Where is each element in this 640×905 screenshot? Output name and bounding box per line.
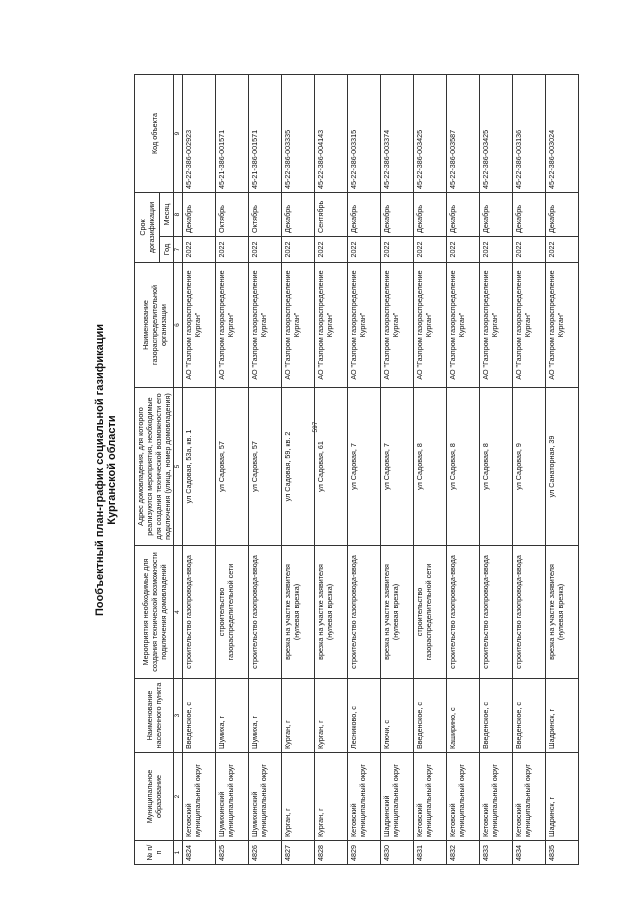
cell-municipality: Шумихинский муниципальный округ <box>216 753 249 841</box>
cell-address: ул Садовая, 9 <box>513 388 546 546</box>
cell-month: Декабрь <box>480 193 513 237</box>
cell-measures: врезка на участке заявителя (нулевая врезка) <box>315 546 348 679</box>
header-object-code: Код объекта <box>135 75 174 193</box>
document-title <box>94 75 118 865</box>
cell-year: 2022 <box>315 237 348 263</box>
column-number: 4 <box>174 546 183 679</box>
cell-settlement: Введенское, с <box>480 679 513 753</box>
table-row <box>183 75 216 865</box>
cell-row-number: 4831 <box>414 841 447 865</box>
title-line-1: Пообъектный план-график социальной газификации <box>94 323 106 617</box>
cell-organization: АО "Газпром газораспределение Курган" <box>348 263 381 388</box>
table-row <box>315 75 348 865</box>
cell-organization: АО "Газпром газораспределение Курган" <box>546 263 579 388</box>
cell-measures: строительство газопровода-ввода <box>348 546 381 679</box>
cell-address: ул Садовая, 8 <box>447 388 480 546</box>
cell-measures: строительство газопровода-ввода <box>183 546 216 679</box>
cell-row-number: 4835 <box>546 841 579 865</box>
cell-object-code: 45-22-386-003335 <box>282 75 315 193</box>
cell-organization: АО "Газпром газораспределение Курган" <box>183 263 216 388</box>
cell-settlement: Шумиха, г <box>249 679 282 753</box>
cell-month: Декабрь <box>183 193 216 237</box>
table-row <box>249 75 282 865</box>
cell-measures: строительство газопровода-ввода <box>513 546 546 679</box>
header-year: Год <box>159 237 173 263</box>
cell-measures: строительство газопровода-ввода <box>480 546 513 679</box>
cell-object-code: 45-21-386-001571 <box>216 75 249 193</box>
cell-row-number: 4828 <box>315 841 348 865</box>
table-row <box>546 75 579 865</box>
cell-year: 2022 <box>249 237 282 263</box>
cell-object-code: 45-22-386-002923 <box>183 75 216 193</box>
cell-measures: строительство газораспределительной сети <box>216 546 249 679</box>
table-row <box>348 75 381 865</box>
table-row <box>216 75 249 865</box>
cell-month: Октябрь <box>216 193 249 237</box>
cell-address: ул Садовая, 8 <box>480 388 513 546</box>
cell-row-number: 4824 <box>183 841 216 865</box>
cell-year: 2022 <box>183 237 216 263</box>
cell-object-code: 45-22-386-003425 <box>480 75 513 193</box>
cell-measures: врезка на участке заявителя (нулевая врезка) <box>381 546 414 679</box>
header-address: Адрес домовладения, для которого реализуются мероприятия, необходимые для создания технической возможности его подключения (улица, номер домовладения) <box>135 388 174 546</box>
table-row <box>381 75 414 865</box>
cell-municipality: Шумихинский муниципальный округ <box>249 753 282 841</box>
cell-address: ул Садовая, 57 <box>249 388 282 546</box>
cell-measures: строительство газораспределительной сети <box>414 546 447 679</box>
cell-row-number: 4826 <box>249 841 282 865</box>
cell-settlement: Введенское, с <box>414 679 447 753</box>
cell-object-code: 45-22-386-003587 <box>447 75 480 193</box>
cell-address: ул Садовая, 53а, кв. 1 <box>183 388 216 546</box>
header-deadline: Срок догазификации <box>135 193 160 263</box>
cell-municipality: Кетовский муниципальный округ <box>513 753 546 841</box>
cell-municipality: Кетовский муниципальный округ <box>447 753 480 841</box>
cell-month: Декабрь <box>447 193 480 237</box>
cell-address: ул Санаторная, 39 <box>546 388 579 546</box>
cell-object-code: 45-22-386-003315 <box>348 75 381 193</box>
cell-month: Декабрь <box>414 193 447 237</box>
table-body <box>183 75 579 865</box>
column-number: 9 <box>174 75 183 193</box>
cell-address: ул Садовая, 7 <box>348 388 381 546</box>
cell-measures: врезка на участке заявителя (нулевая врезка) <box>282 546 315 679</box>
cell-organization: АО "Газпром газораспределение Курган" <box>513 263 546 388</box>
cell-year: 2022 <box>282 237 315 263</box>
cell-address: ул Садовая, 59, кв. 2 <box>282 388 315 546</box>
cell-row-number: 4834 <box>513 841 546 865</box>
cell-measures: строительство газопровода-ввода <box>447 546 480 679</box>
column-number: 5 <box>174 388 183 546</box>
cell-settlement: Введенское, с <box>513 679 546 753</box>
column-number: 8 <box>174 193 183 237</box>
gasification-table <box>134 74 579 865</box>
cell-year: 2022 <box>381 237 414 263</box>
cell-organization: АО "Газпром газораспределение Курган" <box>282 263 315 388</box>
cell-object-code: 45-22-386-004143 <box>315 75 348 193</box>
cell-object-code: 45-22-386-003425 <box>414 75 447 193</box>
cell-month: Сентябрь <box>315 193 348 237</box>
header-municipality: Муниципальное образование <box>135 753 174 841</box>
cell-organization: АО "Газпром газораспределение Курган" <box>447 263 480 388</box>
cell-municipality: Шадринск, г <box>546 753 579 841</box>
column-number: 3 <box>174 679 183 753</box>
cell-settlement: Шумиха, г <box>216 679 249 753</box>
cell-settlement: Введенское, с <box>183 679 216 753</box>
cell-year: 2022 <box>414 237 447 263</box>
cell-settlement: Каширино, с <box>447 679 480 753</box>
header-month: Месяц <box>159 193 173 237</box>
cell-municipality: Кетовский муниципальный округ <box>183 753 216 841</box>
cell-month: Декабрь <box>513 193 546 237</box>
cell-measures: строительство газопровода-ввода <box>249 546 282 679</box>
cell-object-code: 45-21-386-001571 <box>249 75 282 193</box>
cell-year: 2022 <box>546 237 579 263</box>
cell-address: ул Садовая, 7 <box>381 388 414 546</box>
cell-year: 2022 <box>480 237 513 263</box>
cell-year: 2022 <box>447 237 480 263</box>
cell-organization: АО "Газпром газораспределение Курган" <box>315 263 348 388</box>
cell-address: ул Садовая, 8 <box>414 388 447 546</box>
table-row <box>282 75 315 865</box>
cell-year: 2022 <box>348 237 381 263</box>
cell-municipality: Кетовский муниципальный округ <box>348 753 381 841</box>
cell-municipality: Кетовский муниципальный округ <box>414 753 447 841</box>
cell-organization: АО "Газпром газораспределение Курган" <box>216 263 249 388</box>
header-organization: Наименование газораспределительной организации <box>135 263 174 388</box>
header-settlement: Наименование населенного пункта <box>135 679 174 753</box>
header-num: № п/п <box>135 841 174 865</box>
cell-object-code: 45-22-386-003374 <box>381 75 414 193</box>
cell-organization: АО "Газпром газораспределение Курган" <box>414 263 447 388</box>
header-measures: Мероприятия необходимые для создания технической возможности подключения домовладений <box>135 546 174 679</box>
cell-settlement: Курган, г <box>282 679 315 753</box>
cell-month: Декабрь <box>348 193 381 237</box>
cell-row-number: 4827 <box>282 841 315 865</box>
cell-settlement: Ключи, с <box>381 679 414 753</box>
column-number-row <box>174 75 183 865</box>
cell-municipality: Кетовский муниципальный округ <box>480 753 513 841</box>
cell-settlement: Лесниково, с <box>348 679 381 753</box>
title-line-2: Курганской области <box>106 415 118 525</box>
cell-organization: АО "Газпром газораспределение Курган" <box>381 263 414 388</box>
page-number: 597 <box>312 421 319 433</box>
column-number: 2 <box>174 753 183 841</box>
column-number: 6 <box>174 263 183 388</box>
cell-month: Декабрь <box>381 193 414 237</box>
cell-address: ул Садовая, 57 <box>216 388 249 546</box>
cell-object-code: 45-22-386-003136 <box>513 75 546 193</box>
cell-row-number: 4833 <box>480 841 513 865</box>
cell-row-number: 4830 <box>381 841 414 865</box>
cell-row-number: 4829 <box>348 841 381 865</box>
cell-settlement: Курган, г <box>315 679 348 753</box>
cell-object-code: 45-22-386-003024 <box>546 75 579 193</box>
cell-month: Октябрь <box>249 193 282 237</box>
cell-month: Декабрь <box>546 193 579 237</box>
cell-row-number: 4832 <box>447 841 480 865</box>
cell-row-number: 4825 <box>216 841 249 865</box>
cell-organization: АО "Газпром газораспределение Курган" <box>480 263 513 388</box>
cell-measures: врезка на участке заявителя (нулевая врезка) <box>546 546 579 679</box>
table-row <box>447 75 480 865</box>
cell-month: Декабрь <box>282 193 315 237</box>
cell-year: 2022 <box>513 237 546 263</box>
cell-address: ул Садовая, 61 <box>315 388 348 546</box>
cell-settlement: Шадринск, г <box>546 679 579 753</box>
cell-year: 2022 <box>216 237 249 263</box>
cell-municipality: Курган, г <box>282 753 315 841</box>
rotated-page <box>90 75 590 865</box>
table-row <box>480 75 513 865</box>
column-number: 1 <box>174 841 183 865</box>
cell-organization: АО "Газпром газораспределение Курган" <box>249 263 282 388</box>
table-row <box>414 75 447 865</box>
table-row <box>513 75 546 865</box>
column-number: 7 <box>174 237 183 263</box>
cell-municipality: Шадринский муниципальный округ <box>381 753 414 841</box>
cell-municipality: Курган, г <box>315 753 348 841</box>
